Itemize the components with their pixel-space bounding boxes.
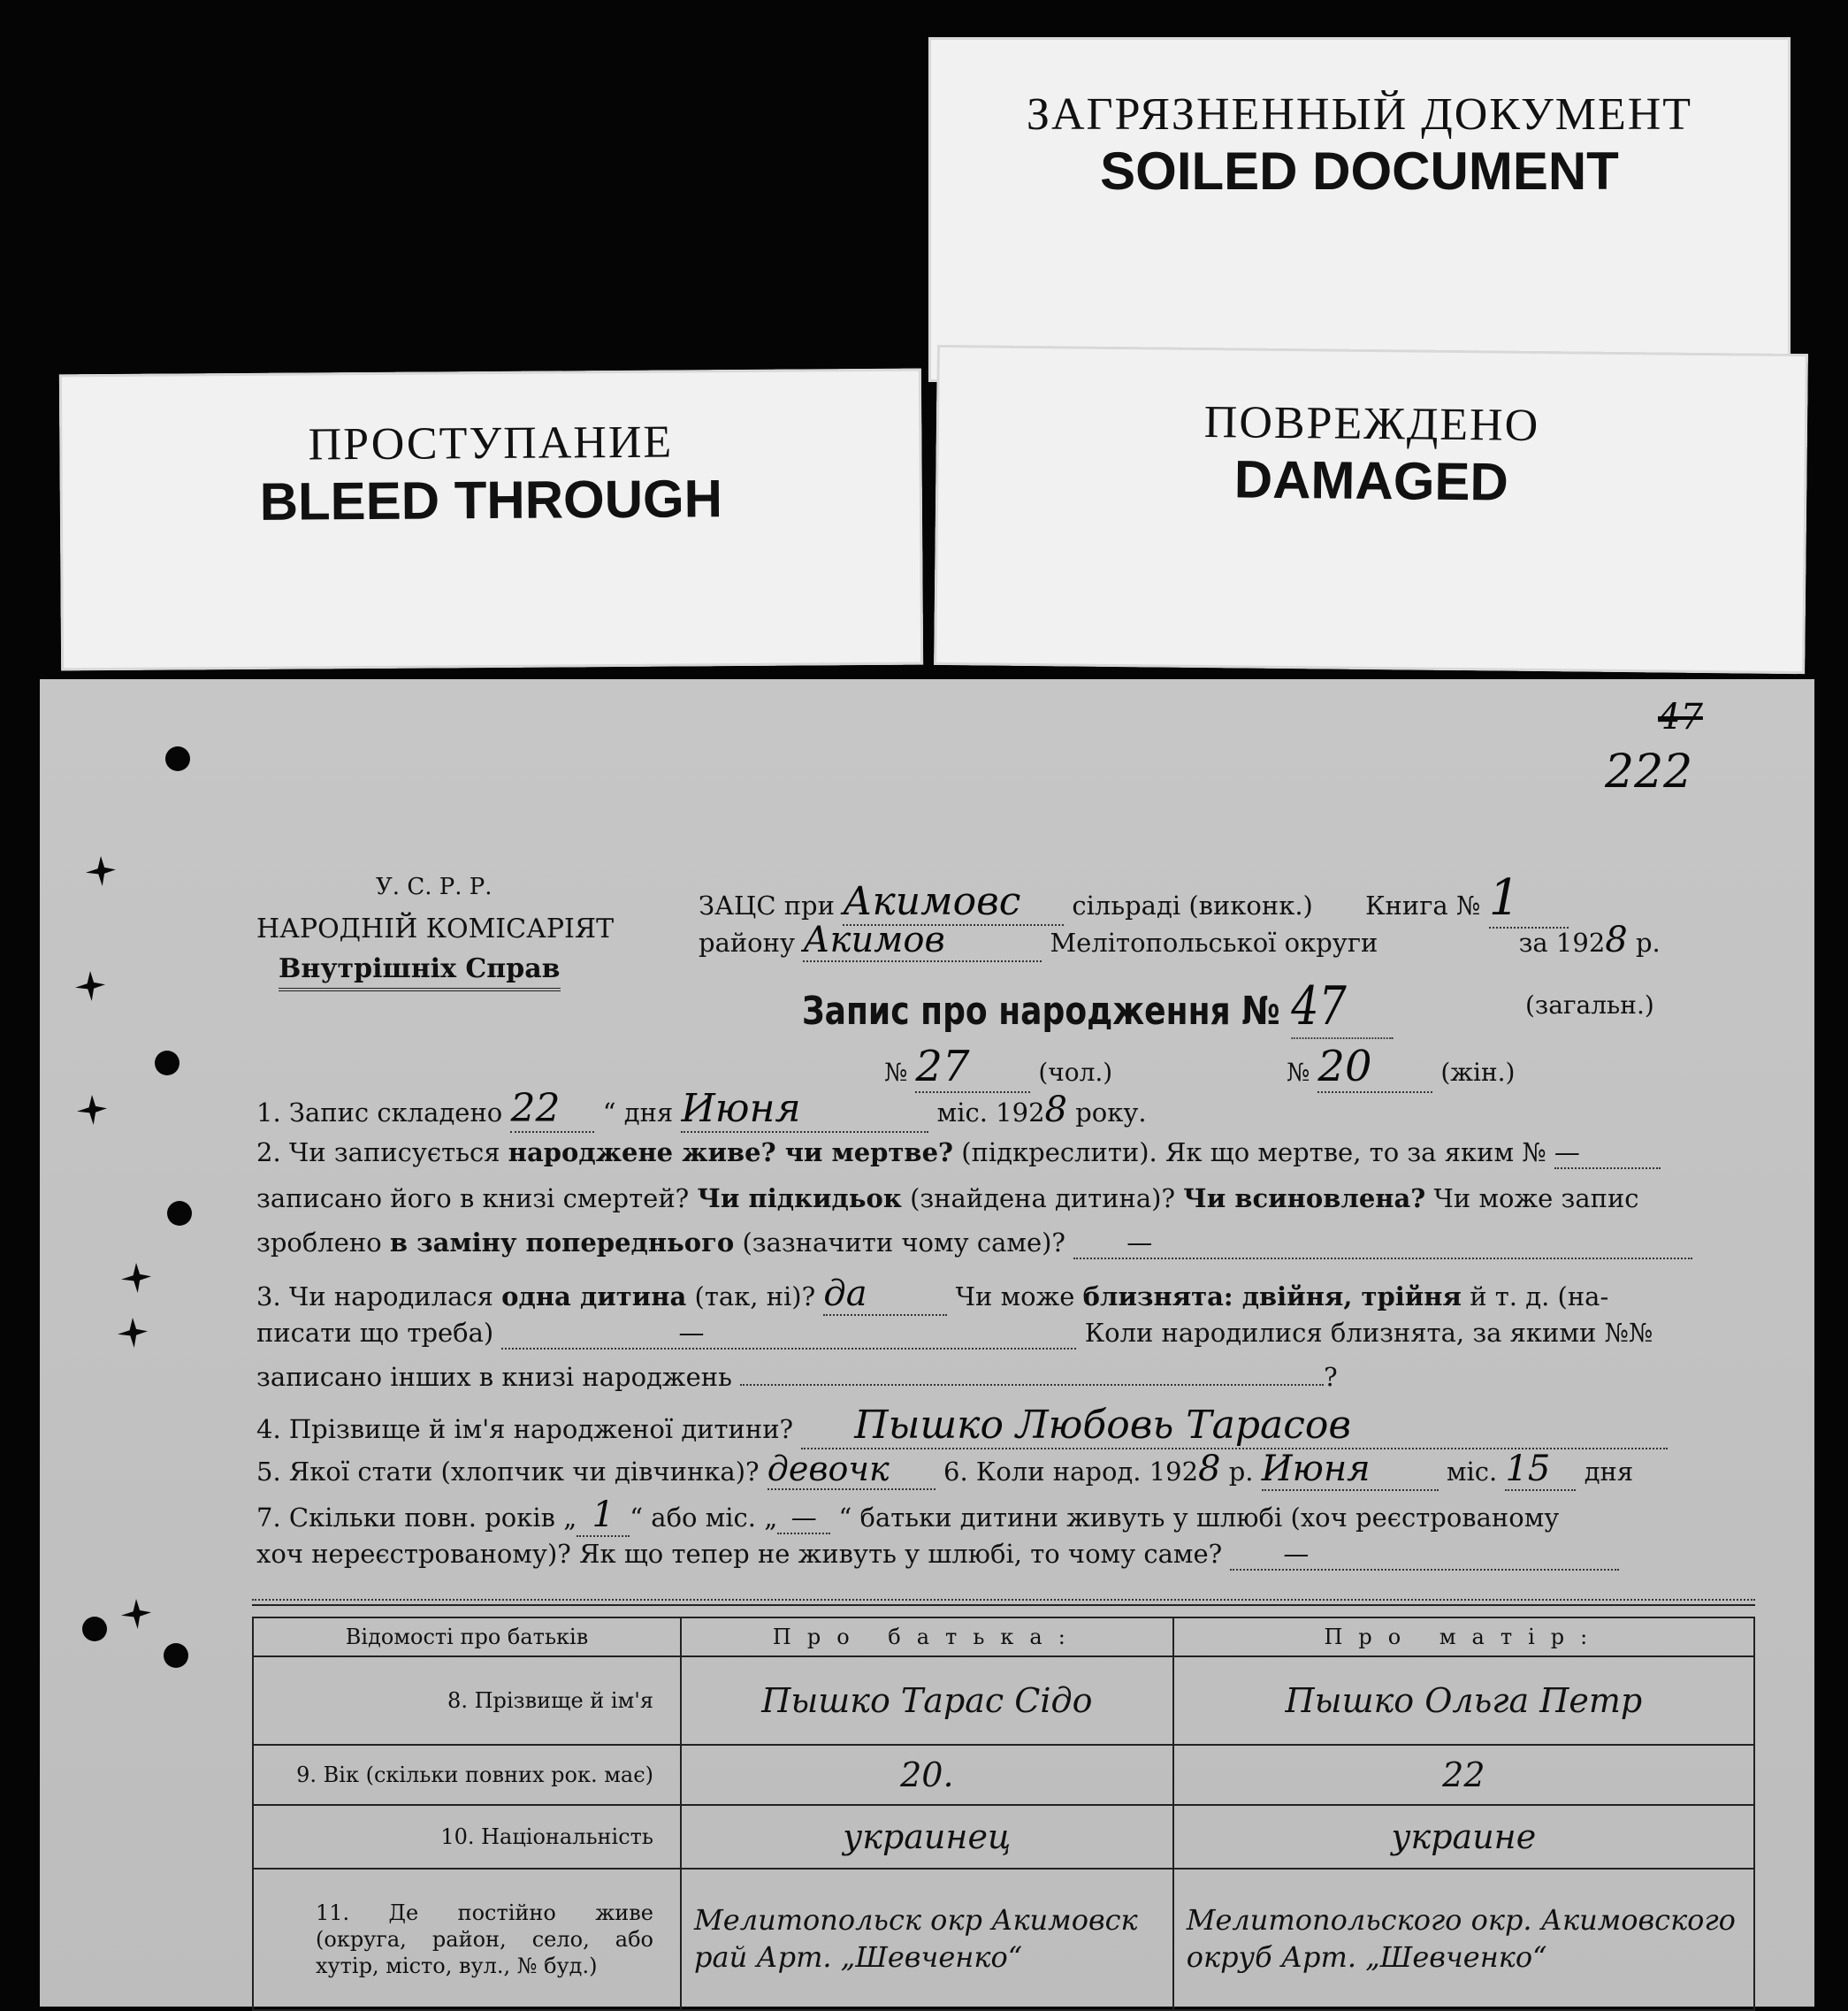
child-sex: девочк	[767, 1449, 935, 1490]
okrug-label: Мелітопольської округи	[1050, 928, 1378, 958]
punch-hole	[155, 1051, 179, 1075]
f1-year-label: року.	[1075, 1097, 1147, 1128]
soiled-document-tag	[928, 37, 1791, 382]
male-suffix: (чол.)	[1038, 1058, 1113, 1087]
table-row	[253, 1656, 1754, 1745]
f6-day-label: дня	[1584, 1457, 1634, 1487]
f1-year: 8	[1044, 1090, 1067, 1130]
f5-label: 5. Якої стати (хлопчик чи дівчинка)?	[256, 1457, 760, 1487]
f1-month: Июня	[681, 1086, 928, 1133]
f3-question: ?	[1324, 1362, 1338, 1392]
book-number: 1	[1489, 869, 1569, 929]
field-5-6	[256, 1449, 1691, 1491]
total-label: (загальн.)	[1525, 990, 1654, 1020]
field-4	[256, 1403, 1691, 1449]
f7-label: 7. Скільки повн. років „	[256, 1503, 577, 1533]
f4-label: 4. Прізвище й ім'я народженої дитини?	[256, 1414, 794, 1444]
f2-adopted: Чи всиновлена?	[1183, 1183, 1426, 1213]
f2-replacement: в заміну попереднього	[389, 1227, 735, 1258]
f3-twins-answer: —	[501, 1318, 1076, 1350]
tear-mark	[121, 1263, 151, 1293]
female-suffix: (жін.)	[1440, 1058, 1516, 1087]
soiled-tag-ru: ЗАГРЯЗНЕННЫЙ ДОКУМЕНТ	[1026, 89, 1693, 140]
ministry-label: НАРОДНІЙ КОМІСАРІЯТ	[256, 914, 615, 944]
f2-made: зроблено	[256, 1227, 382, 1258]
punch-hole	[82, 1617, 107, 1641]
mother-nationality: украине	[1173, 1805, 1754, 1869]
f3-answer: да	[823, 1273, 947, 1316]
f2-death-number-label: (підкреслити). Як що мертве, то за яким №	[961, 1137, 1546, 1167]
damaged-tag-en: DAMAGED	[1233, 449, 1509, 512]
damaged-tag	[934, 345, 1808, 674]
f3-write: писати що треба)	[256, 1318, 494, 1348]
field-3-line-3	[256, 1362, 1691, 1392]
department-label: Внутрішніх Справ	[279, 953, 561, 991]
child-name: Пышко Любовь Тарасов	[801, 1403, 1668, 1449]
bleed-tag-ru: ПРОСТУПАНИЕ	[308, 417, 674, 470]
f1-day-label: “ дня	[602, 1097, 674, 1128]
header-parents-info: Відомості про батьків	[253, 1617, 681, 1656]
punch-hole	[167, 1201, 192, 1226]
f1-month-label: міс. 192	[936, 1097, 1045, 1128]
row-label-residence: 11. Де постійно живе (округа, район, село, або хутір, місто, вул., № буд.)	[253, 1869, 681, 2010]
field-3-line-2	[256, 1318, 1691, 1350]
field-1	[256, 1086, 1691, 1133]
f3-other-records: записано інших в книзі народжень	[256, 1362, 732, 1392]
district-label: району	[699, 928, 796, 958]
struck-page-number: 47	[1658, 697, 1703, 738]
mother-residence: Мелитопольского окр. Акимовского окруб Арт. „Шевченко“	[1173, 1869, 1754, 2010]
f6-month-label: міс.	[1446, 1457, 1498, 1487]
parents-table	[252, 1617, 1755, 2011]
village-value: Акимовс	[843, 879, 1064, 926]
f3-twins: близнята: двійня, трійня	[1082, 1281, 1462, 1311]
field-2-line-2	[256, 1183, 1691, 1213]
female-number: 20	[1317, 1042, 1432, 1093]
father-nationality: украинец	[681, 1805, 1173, 1869]
header-mother: Про матір:	[1173, 1617, 1754, 1656]
birth-record-sheet	[40, 679, 1814, 2007]
mother-name: Пышко Ольга Петр	[1173, 1656, 1754, 1745]
republic-label: У. С. Р. Р.	[376, 874, 493, 900]
male-label: №	[884, 1058, 908, 1087]
header-father: Про батька:	[681, 1617, 1173, 1656]
soiled-tag-en: SOILED DOCUMENT	[1100, 141, 1619, 201]
female-label: №	[1287, 1058, 1310, 1087]
table-row	[253, 1869, 1754, 2010]
table-row	[253, 1805, 1754, 1869]
f2-reason: —	[1073, 1227, 1692, 1259]
f7-years: 1	[577, 1495, 630, 1537]
tear-mark	[86, 856, 116, 886]
mother-age: 22	[1173, 1745, 1754, 1805]
f7-reason: —	[1230, 1539, 1619, 1571]
f2-label: 2. Чи записується	[256, 1137, 500, 1167]
district-value: Акимов	[803, 920, 1042, 962]
page-number: 222	[1605, 746, 1693, 799]
section-divider	[252, 1599, 1755, 1606]
f2-death-book: записано його в книзі смертей?	[256, 1183, 690, 1213]
f3-etc: й т. д. (на-	[1470, 1281, 1609, 1311]
damaged-tag-ru: ПОВРЕЖДЕНО	[1203, 397, 1540, 451]
f2-reason-label: (зазначити чому саме)?	[742, 1227, 1065, 1258]
f6-day: 15	[1505, 1449, 1576, 1491]
f3-twins-numbers: Коли народилися близнята, за якими №№	[1084, 1318, 1653, 1348]
record-title-text: Запис про народження №	[802, 989, 1280, 1034]
punch-hole	[165, 746, 190, 771]
f2-death-number: —	[1554, 1137, 1661, 1169]
f7-months: —	[777, 1503, 830, 1534]
f3-single: одна дитина	[501, 1281, 687, 1311]
f7-months-label: “ або міс. „	[630, 1503, 778, 1533]
table-row	[253, 1745, 1754, 1805]
field-7-line-1	[256, 1495, 1691, 1537]
tear-mark	[75, 971, 105, 1001]
f2-foundling: Чи підкидьок	[697, 1183, 902, 1213]
f1-day: 22	[510, 1086, 594, 1133]
father-name: Пышко Тарас Сідо	[681, 1656, 1173, 1745]
field-7-line-2	[256, 1539, 1691, 1571]
district-line	[699, 920, 1661, 962]
field-2-line-3	[256, 1227, 1691, 1259]
f6-year: 8	[1198, 1449, 1221, 1489]
field-2-line-1	[256, 1137, 1691, 1169]
row-label-name: 8. Прізвище й ім'я	[253, 1656, 681, 1745]
f2-may-record: Чи може запис	[1433, 1183, 1639, 1213]
f6-label: 6. Коли народ. 192	[943, 1457, 1199, 1487]
total-number: 47	[1291, 975, 1393, 1039]
tear-mark	[118, 1318, 148, 1348]
table-header-row	[253, 1617, 1754, 1656]
f2-alive-dead: народжене живе? чи мертве?	[508, 1137, 954, 1167]
father-age: 20.	[681, 1745, 1173, 1805]
f3-label: 3. Чи народилася	[256, 1281, 493, 1311]
zags-prefix: ЗАЦС при	[699, 891, 835, 921]
bleed-through-tag	[59, 369, 923, 671]
row-label-age: 9. Вік (скільки повних рок. має)	[253, 1745, 681, 1805]
year-digit: 8	[1605, 920, 1628, 960]
f7-marriage: “ батьки дитини живуть у шлюбі (хоч реєстрованому	[838, 1503, 1560, 1533]
tear-mark	[121, 1599, 151, 1629]
f1-label: 1. Запис складено	[256, 1097, 503, 1128]
record-title	[802, 975, 1393, 1039]
field-3-line-1	[256, 1273, 1691, 1316]
f2-foundling-note: (знайдена дитина)?	[910, 1183, 1176, 1213]
f6-year-label: р.	[1228, 1457, 1254, 1487]
row-label-nationality: 10. Національність	[253, 1805, 681, 1869]
year-suffix: р.	[1635, 928, 1661, 958]
f6-month: Июня	[1262, 1449, 1439, 1491]
zags-suffix: сільраді (виконк.)	[1072, 891, 1313, 921]
book-label: Книга №	[1365, 891, 1481, 921]
f3-may: Чи може	[955, 1281, 1075, 1311]
father-residence: Мелитопольск окр Акимовск рай Арт. „Шевченко“	[681, 1869, 1173, 2010]
tear-mark	[77, 1095, 107, 1125]
male-number: 27	[915, 1042, 1030, 1093]
year-label: за 192	[1518, 928, 1606, 958]
bleed-tag-en: BLEED THROUGH	[259, 469, 723, 531]
f3-yes-no: (так, ні)?	[694, 1281, 816, 1311]
punch-hole	[164, 1643, 188, 1668]
f7-unregistered: хоч нереєстрованому)? Як що тепер не живуть у шлюбі, то чому саме?	[256, 1539, 1223, 1569]
